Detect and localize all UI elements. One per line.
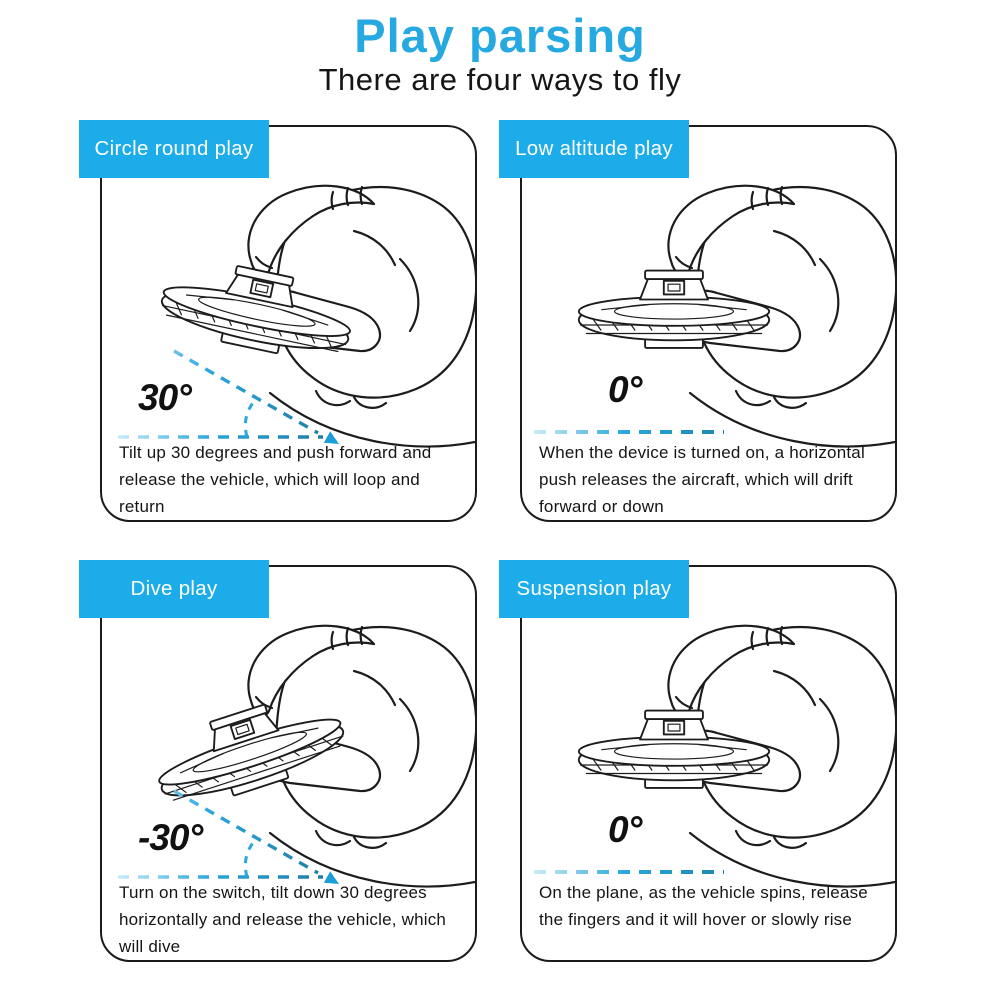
panel-description: Turn on the switch, tilt down 30 degrees horizontally and release the vehicle, which will dive [119,883,447,956]
panel-description: When the device is turned on, a horizontal push releases the aircraft, which will drift forward or down [539,443,865,516]
angle-label: 0° [608,369,642,410]
badge-dive-play: Dive play [79,560,269,618]
panel-description: Tilt up 30 degrees and push forward and release the vehicle, which will loop and return [119,443,432,516]
page-title: Play parsing [354,9,646,62]
page-subtitle: There are four ways to fly [318,62,682,97]
panel-circle-round-play [94,125,477,522]
badge-low-altitude-play: Low altitude play [499,120,689,178]
badge-circle-round-play: Circle round play [79,120,269,178]
angle-label: 0° [608,809,642,850]
angle-label: 30° [138,377,191,418]
badge-suspension-play: Suspension play [499,560,689,618]
angle-label: -30° [138,817,203,858]
panel-description: On the plane, as the vehicle spins, release the fingers and it will hover or slowly rise [539,883,868,929]
panel-dive-play [100,565,477,962]
panel-low-altitude-play [515,125,897,522]
panel-suspension-play [516,565,897,962]
